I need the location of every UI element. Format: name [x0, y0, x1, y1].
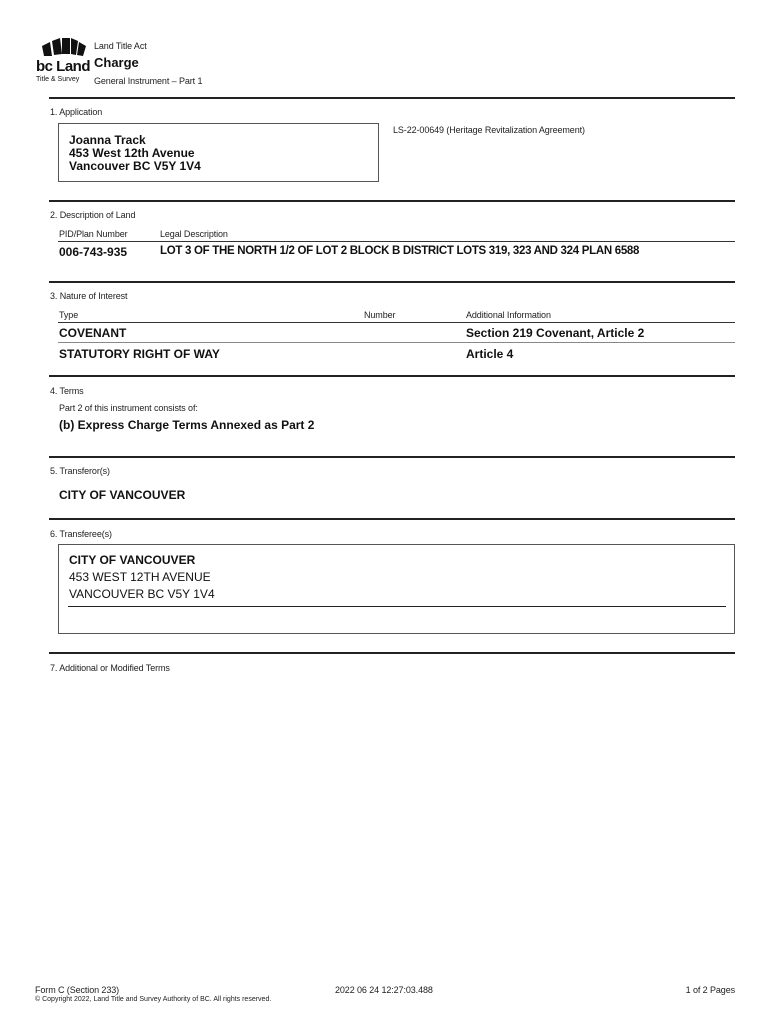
- applicant-name: Joanna Track: [69, 133, 146, 147]
- page-count: 1 of 2 Pages: [685, 985, 735, 995]
- section-label-application: 1. Application: [50, 107, 103, 117]
- applicant-address: [69, 134, 201, 173]
- logo-mark-icon: [40, 36, 86, 58]
- section-divider: [49, 518, 735, 520]
- act-name: Land Title Act: [94, 41, 147, 51]
- form-id: Form C (Section 233): [35, 985, 120, 995]
- interest-row-2-info: Article 4: [466, 347, 514, 361]
- terms-value: (b) Express Charge Terms Annexed as Part 2: [59, 418, 315, 432]
- applicant-city: Vancouver BC V5Y 1V4: [69, 159, 201, 173]
- type-header: Type: [59, 310, 79, 320]
- interest-row-1-type: COVENANT: [59, 326, 127, 340]
- logo-text: bc Land: [36, 58, 91, 75]
- header-underline: [58, 322, 735, 323]
- applicant-box: [58, 123, 379, 182]
- section-label-transferee: 6. Transferee(s): [50, 529, 112, 539]
- section-divider: [49, 375, 735, 377]
- section-divider: [49, 281, 735, 283]
- transferee-address-1: 453 WEST 12TH AVENUE: [69, 570, 211, 584]
- header-underline: [58, 241, 735, 242]
- terms-intro: Part 2 of this instrument consists of:: [59, 403, 198, 413]
- additional-info-header: Additional Information: [466, 310, 551, 320]
- section-divider: [49, 456, 735, 458]
- pid-header: PID/Plan Number: [59, 229, 128, 239]
- transferee-address-2: VANCOUVER BC V5Y 1V4: [69, 587, 215, 601]
- transferee-underline: [68, 606, 726, 607]
- section-label-interest: 3. Nature of Interest: [50, 291, 128, 301]
- applicant-street: 453 West 12th Avenue: [69, 146, 195, 160]
- timestamp: 2022 06 24 12:27:03.488: [335, 985, 433, 995]
- transferee-box: [58, 544, 735, 634]
- page-subtitle: General Instrument – Part 1: [94, 76, 203, 86]
- section-label-transferor: 5. Transferor(s): [50, 466, 110, 476]
- interest-row-2-type: STATUTORY RIGHT OF WAY: [59, 347, 220, 361]
- legal-description-header: Legal Description: [160, 229, 228, 239]
- section-divider: [49, 652, 735, 654]
- logo-subtext: Title & Survey: [36, 76, 80, 83]
- section-label-additional: 7. Additional or Modified Terms: [50, 663, 170, 673]
- section-divider: [49, 200, 735, 202]
- section-label-land: 2. Description of Land: [50, 210, 136, 220]
- pid-value: 006-743-935: [59, 245, 128, 259]
- interest-row-1-info: Section 219 Covenant, Article 2: [466, 326, 645, 340]
- ltsa-logo: [36, 36, 91, 88]
- section-divider: [49, 97, 735, 99]
- application-reference: LS-22-00649 (Heritage Revitalization Agreement): [393, 125, 585, 135]
- section-label-terms: 4. Terms: [50, 386, 84, 396]
- copyright-notice: © Copyright 2022, Land Title and Survey Authority of BC. All rights reserved.: [35, 996, 272, 1003]
- row-divider: [58, 342, 735, 343]
- page-title: Charge: [94, 55, 139, 70]
- transferor-value: CITY OF VANCOUVER: [59, 488, 186, 502]
- number-header: Number: [364, 310, 396, 320]
- legal-description-value: LOT 3 OF THE NORTH 1/2 OF LOT 2 BLOCK B DISTRICT LOTS 319, 323 AND 324 PLAN 6588: [160, 245, 640, 257]
- transferee-name: CITY OF VANCOUVER: [69, 553, 196, 567]
